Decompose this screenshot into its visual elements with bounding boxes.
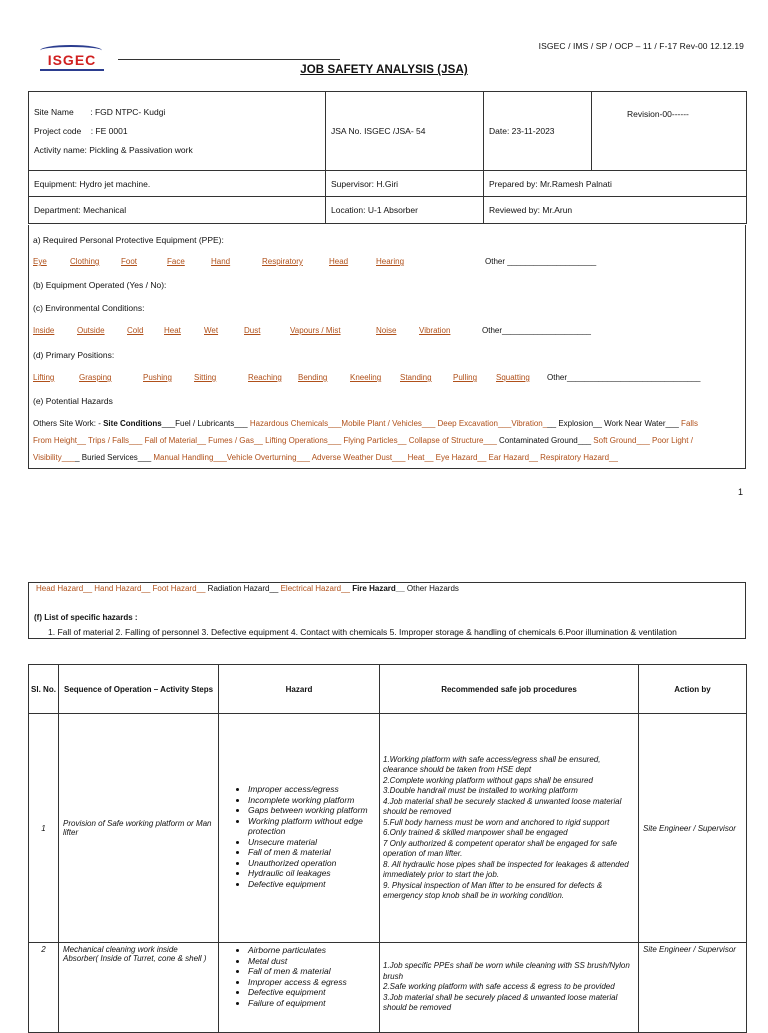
procedure-item: 9. Physical inspection of Man lifter to be ensured for defects & emergency stop knob shall be in working condition. <box>383 880 603 900</box>
procedure-item: 5.Full body harness must be worn and anchored to rigid support <box>383 817 610 827</box>
page-title: JOB SAFETY ANALYSIS (JSA) <box>300 64 468 76</box>
positions-heading: (d) Primary Positions: <box>33 350 115 360</box>
page-number: 1 <box>737 487 743 497</box>
hazard-item: • Failure of equipment <box>248 998 378 1009</box>
env-inside: Inside <box>33 326 55 335</box>
row-2-step: Mechanical cleaning work inside Absorber( Inside of Turret, cone & shell ) <box>59 943 219 1033</box>
hazard-item: • Unsecure material <box>248 837 378 848</box>
hazard-item: • Defective equipment <box>248 879 378 890</box>
site-info-cell <box>29 92 326 171</box>
row-1-hazards <box>219 714 380 943</box>
hazard-item: • Fall of men & material <box>248 966 378 977</box>
ppe-hearing: Hearing <box>376 257 405 266</box>
procedure-item: 1.Job specific PPEs shall be worn while cleaning with SS brush/Nylon brush <box>383 961 630 981</box>
env-outside: Outside <box>77 326 105 335</box>
header-sl-no: Sl. No. <box>29 665 59 714</box>
site-name-label: Site Name <box>34 106 74 117</box>
hazards-line-2 <box>33 436 693 445</box>
hazards-radiation: Radiation Hazard__ <box>205 584 279 593</box>
env-vapours: Vapours / Mist <box>290 326 341 335</box>
hazards-electrical: Electrical Hazard__ <box>278 584 350 593</box>
procedure-item: 1.Working platform with safe access/egress shall be ensured, clearance should be taken from HSE dept <box>383 754 601 774</box>
env-dust: Dust <box>244 326 261 335</box>
equipment: Equipment: Hydro jet machine. <box>29 171 326 197</box>
hazard-item: • Improper access/egress <box>248 784 378 795</box>
table-row <box>29 714 747 943</box>
specific-hazards-heading: (f) List of specific hazards : <box>34 613 138 622</box>
activity-table <box>28 664 747 1033</box>
prepared-by: Prepared by: Mr.Ramesh Palnati <box>484 171 747 197</box>
hazards-fuel: ___Fuel / Lubricants___ <box>161 419 250 428</box>
project-code-label: Project code <box>34 125 82 136</box>
pos-grasping: Grasping <box>79 373 112 382</box>
procedure-item: 3.Job material shall be securely placed & unwanted loose material should be removed <box>383 992 618 1013</box>
reviewed-by: Reviewed by: Mr.Arun <box>484 197 747 224</box>
env-cold: Cold <box>127 326 144 335</box>
hazards-explosion: __ Explosion__ Work Near Water___ <box>547 419 679 428</box>
procedure-item: 8. All hydraulic hose pipes shall be inspected for leakages & attended immediately prior to start the job. <box>383 859 629 879</box>
info-table <box>28 91 747 224</box>
table-row <box>29 943 747 1033</box>
pos-squatting: Squatting <box>496 373 530 382</box>
hazard-item: • Gaps between working platform <box>248 805 378 816</box>
ppe-clothing: Clothing <box>70 257 100 266</box>
hazards-manual-handling: Manual Handling___Vehicle Overturning___ Adverse Weather Dust___ Heat__ Eye Hazard__ Ear Hazard__ Respiratory Hazard__ <box>151 453 618 462</box>
hazards-site-conditions: Site Conditions <box>103 419 162 428</box>
logo-text: ISGEC <box>47 52 97 68</box>
environment-heading: (c) Environmental Conditions: <box>33 303 145 313</box>
hazard-item: • Metal dust <box>248 956 378 967</box>
pos-bending: Bending <box>298 373 328 382</box>
pos-standing: Standing <box>400 373 432 382</box>
hazard-item: • Hydraulic oil leakages <box>248 868 378 879</box>
ppe-heading: a) Required Personal Protective Equipment (PPE): <box>33 235 224 245</box>
hazards-chemicals: Hazardous Chemicals___Mobile Plant / Vehicles___ Deep Excavation___Vibration_ <box>249 419 548 428</box>
ppe-eye: Eye <box>33 257 47 266</box>
ppe-head: Head <box>329 257 349 266</box>
pos-other: Other______________________________ <box>547 373 701 382</box>
row-1-procedures <box>380 714 639 943</box>
row-2-hazards <box>219 943 380 1033</box>
row-1-step: Provision of Safe working platform or Man lifter <box>59 714 219 943</box>
row-2-procedures <box>380 943 639 1033</box>
hazards-buried-services: _ Buried Services___ <box>75 453 152 462</box>
header-sequence: Sequence of Operation – Activity Steps <box>59 665 219 714</box>
hazard-item: • Working platform without edge protection <box>248 816 378 837</box>
procedure-item: 7 Only authorized & competent operator shall be engaged for safe operation of man lifter. <box>383 838 617 858</box>
hazard-continuation-line <box>36 584 459 593</box>
env-vibration: Vibration <box>419 326 451 335</box>
date: Date: 23-11-2023 <box>484 92 592 171</box>
procedure-item: 2.Safe working platform with safe access & egress to be provided <box>383 982 615 992</box>
hazards-contaminated-ground: Contaminated Ground___ <box>496 436 592 445</box>
hazards-soft-ground: Soft Ground___ Poor Light / <box>591 436 693 445</box>
env-other: Other____________________ <box>482 326 591 335</box>
hazards-visibility: Visibility___ <box>33 453 76 462</box>
row-2-action: Site Engineer / Supervisor <box>639 943 747 1033</box>
procedure-item: 3.Double handrail must be installed to working platform <box>383 786 578 795</box>
pos-pulling: Pulling <box>453 373 478 382</box>
supervisor: Supervisor: H.Giri <box>326 171 484 197</box>
env-noise: Noise <box>376 326 397 335</box>
header-rule <box>118 59 340 60</box>
hazard-item: • Unauthorized operation <box>248 858 378 869</box>
activity-name: Activity name: Pickling & Passivation work <box>34 144 193 155</box>
potential-hazards-heading: (e) Potential Hazards <box>33 396 113 406</box>
pos-pushing: Pushing <box>143 373 172 382</box>
ppe-foot: Foot <box>121 257 138 266</box>
location: Location: U-1 Absorber <box>326 197 484 224</box>
hazards-falls: Falls <box>678 419 698 428</box>
ppe-hand: Hand <box>211 257 231 266</box>
equipment-operated-heading: (b) Equipment Operated (Yes / No): <box>33 280 167 290</box>
row-2-sl: 2 <box>29 943 59 1033</box>
procedure-item: 6.Only trained & skilled manpower shall be engaged <box>383 828 568 837</box>
hazard-item: • Improper access & egress <box>248 977 378 988</box>
row-1-sl: 1 <box>29 714 59 943</box>
hazards-others-site-work: Others Site Work: - <box>33 419 104 428</box>
header-action-by: Action by <box>639 665 747 714</box>
pos-reaching: Reaching <box>248 373 282 382</box>
site-name-value: : FGD NTPC- Kudgi <box>90 106 166 117</box>
hazard-item: • Airborne particulates <box>248 945 378 956</box>
header-procedures: Recommended safe job procedures <box>380 665 639 714</box>
pos-kneeling: Kneeling <box>350 373 382 382</box>
procedure-item: 2.Complete working platform without gaps shall be ensured <box>383 775 593 785</box>
ppe-respiratory: Respiratory <box>262 257 303 266</box>
specific-hazards-list: 1. Fall of material 2. Falling of personnel 3. Defective equipment 4. Contact with chemicals 5. Improper storage & handling of chemicals 6.Poor illumination & ventilation <box>48 627 677 637</box>
hazards-from-height: From Height__ Trips / Falls___ Fall of Material__ Fumes / Gas__ Lifting Operations___ Flying Particles__ Collapse of Structure___ <box>33 436 497 445</box>
hazards-head-hand-foot: Head Hazard__ Hand Hazard__ Foot Hazard__ <box>36 584 206 593</box>
hazard-item: • Fall of men & material <box>248 847 378 858</box>
hazards-other: Other Hazards <box>404 584 459 593</box>
hazards-line-1 <box>33 419 698 428</box>
project-code-value: : FE 0001 <box>90 125 128 136</box>
revision: Revision-00------ <box>592 92 747 171</box>
env-wet: Wet <box>204 326 219 335</box>
ppe-other: Other ____________________ <box>485 257 597 266</box>
hazards-line-3 <box>33 453 618 462</box>
department: Department: Mechanical <box>29 197 326 224</box>
hazards-fire: Fire Hazard__ <box>349 584 405 593</box>
hazard-item: • Defective equipment <box>248 987 378 998</box>
pos-lifting: Lifting <box>33 373 55 382</box>
hazard-item: • Incomplete working platform <box>248 795 378 806</box>
pos-sitting: Sitting <box>194 373 217 382</box>
procedure-item: 4.Job material shall be securely stacked & unwanted loose material should be removed <box>383 796 622 816</box>
env-heat: Heat <box>164 326 181 335</box>
header-hazard: Hazard <box>219 665 380 714</box>
row-1-action: Site Engineer / Supervisor <box>639 714 747 943</box>
document-reference: ISGEC / IMS / SP / OCP – 11 / F-17 Rev-00 12.12.19 <box>538 41 744 51</box>
jsa-number: JSA No. ISGEC /JSA- 54 <box>326 92 484 171</box>
ppe-face: Face <box>167 257 185 266</box>
